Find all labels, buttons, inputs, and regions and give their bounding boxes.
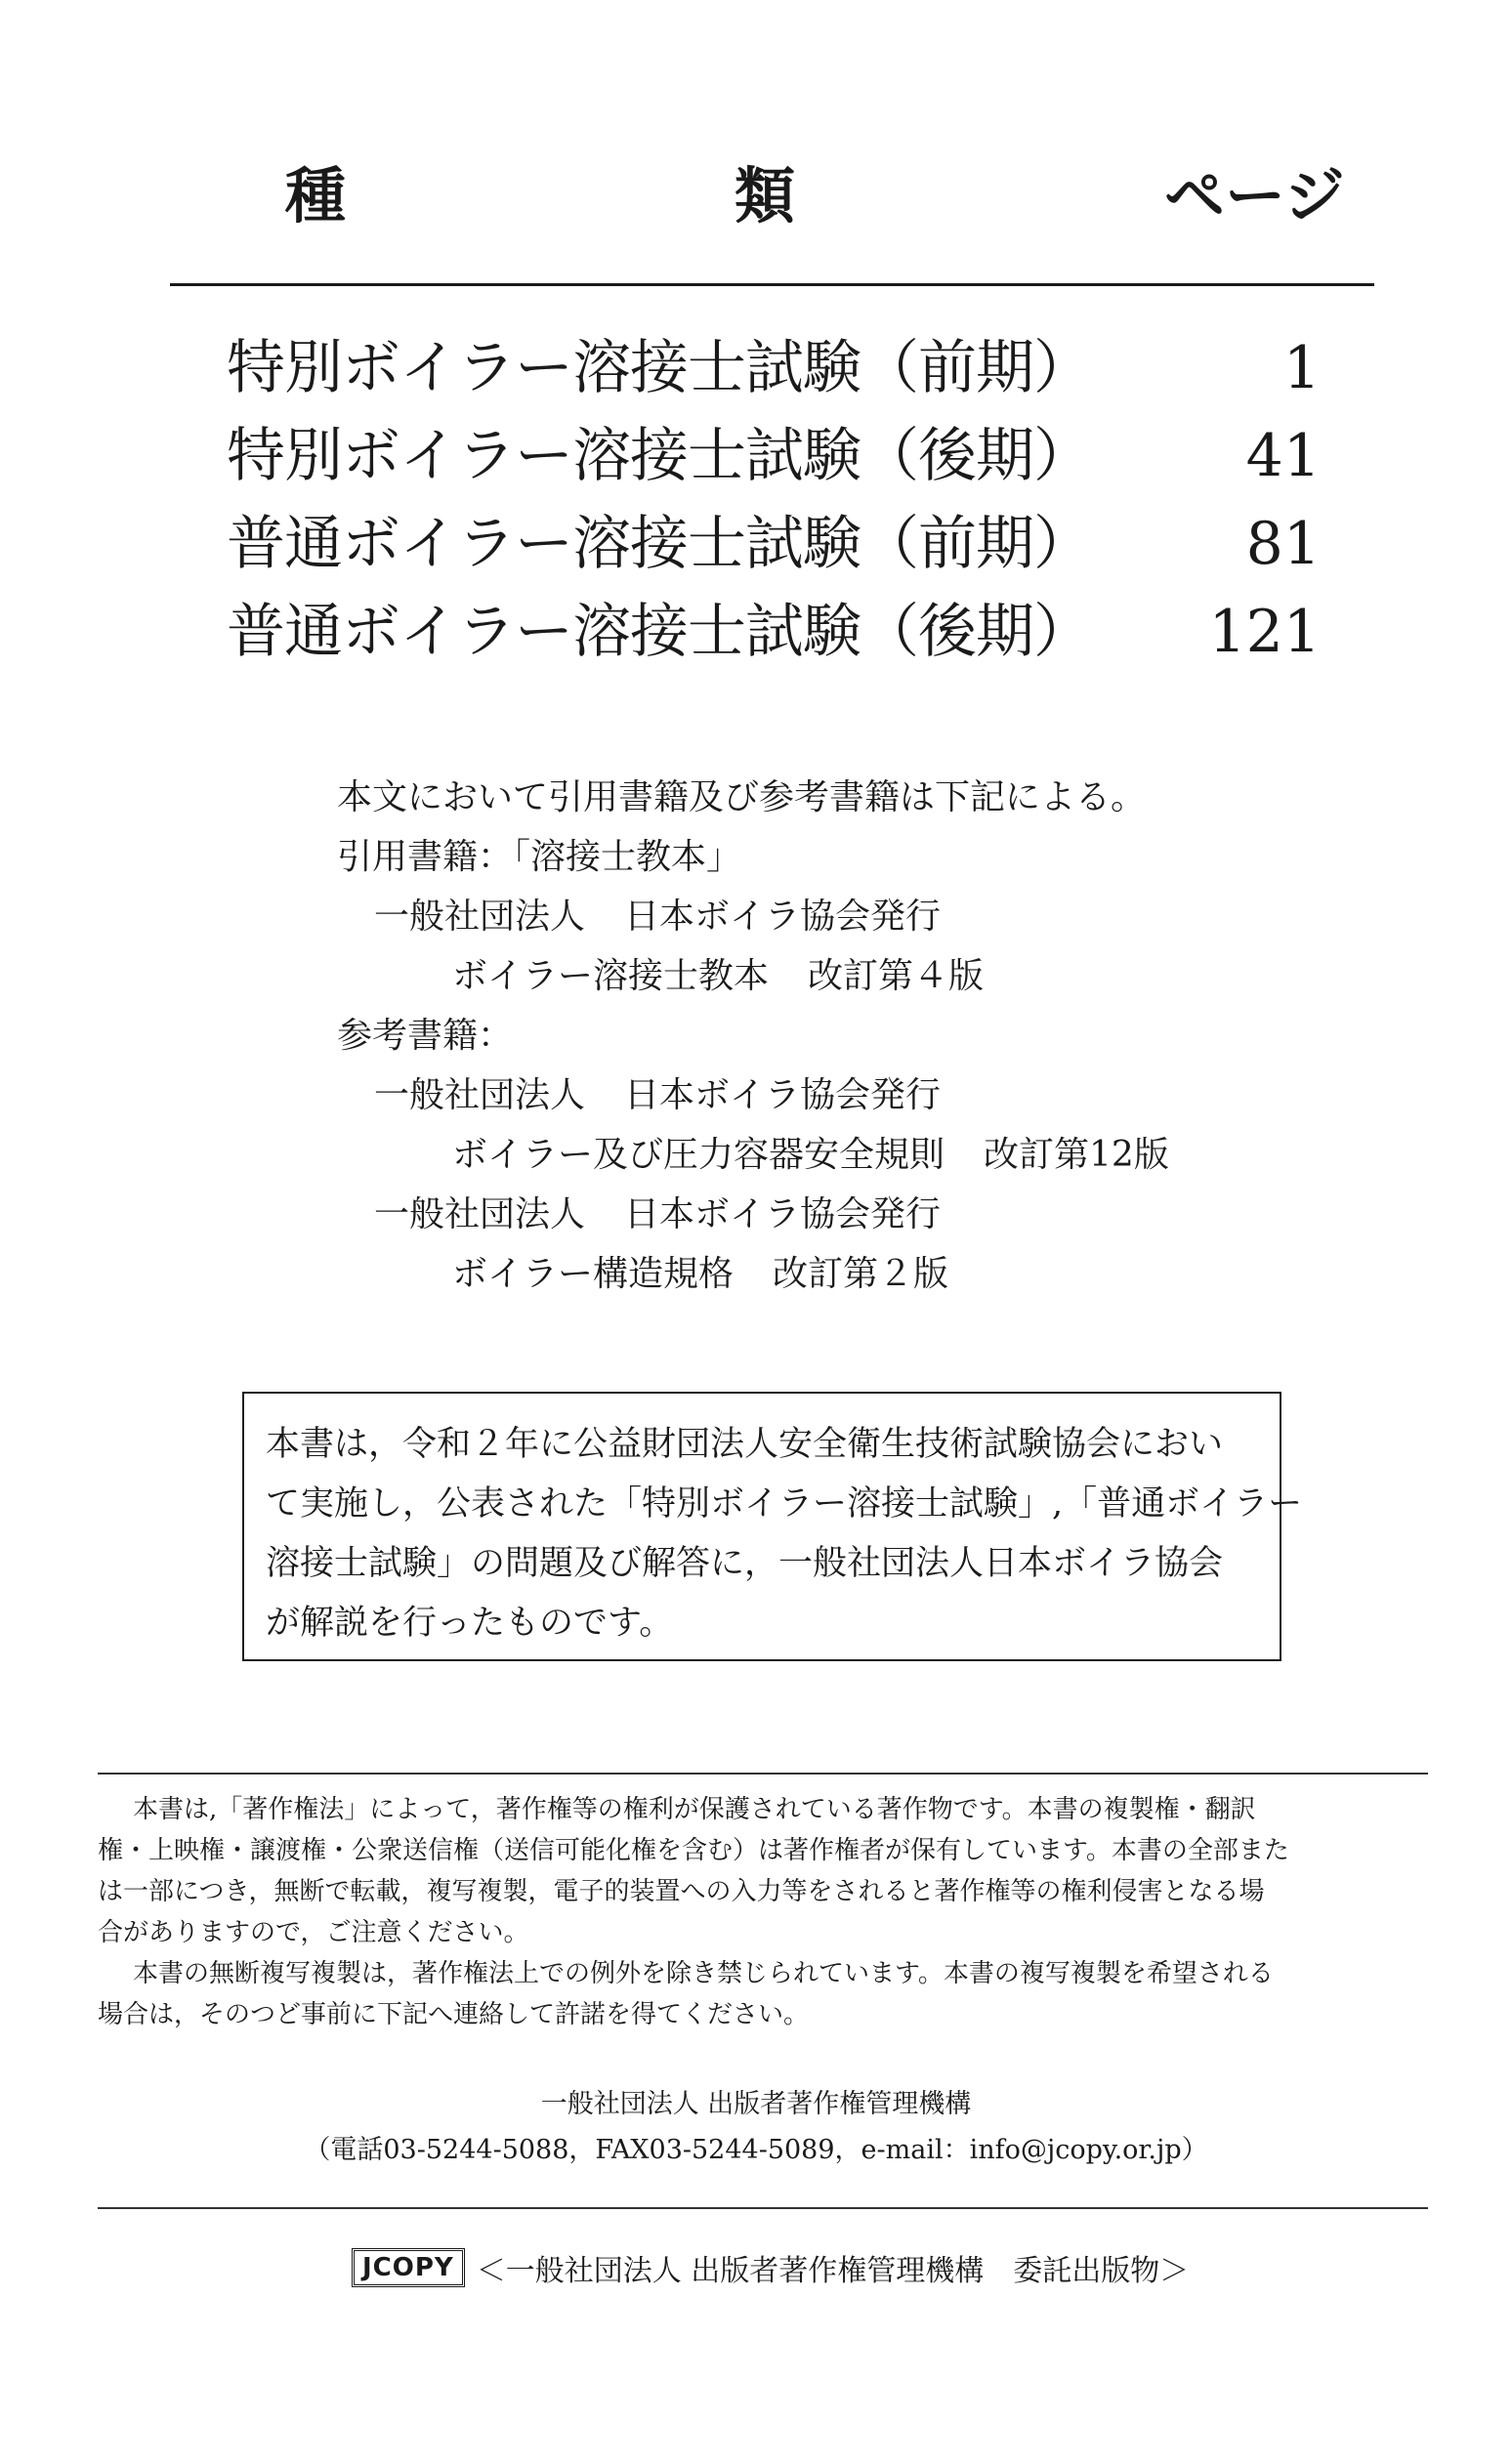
- toc-title: 普通ボイラー溶接士試験（後期）: [227, 598, 1091, 666]
- copyright-notice: [98, 1789, 1428, 2035]
- header-page-label: ページ: [1164, 160, 1345, 231]
- header-divider: [170, 283, 1374, 286]
- jcopy-logo: JCOPY: [352, 2248, 465, 2287]
- reference-book-line: [337, 1244, 1169, 1304]
- cited-book-line: [337, 946, 1169, 1006]
- toc-title: 特別ボイラー溶接士試験（後期）: [227, 422, 1091, 490]
- contact-org: 一般社団法人 出版者著作権管理機構: [540, 2089, 972, 2119]
- references-intro: 本文において引用書籍及び参考書籍は下記による。: [337, 777, 1147, 817]
- note-line: て実施し，公表された「特別ボイラー溶接士試験」,「普通ボイラー: [266, 1484, 1303, 1524]
- copyright-top-rule: [98, 1773, 1428, 1775]
- copyright-line: 本書の無断複写複製は，著作権法上での例外を除き禁じられています。本書の複写複製を希望される: [133, 1959, 1274, 1988]
- book-title: ボイラー構造規格: [452, 1254, 735, 1294]
- toc-row: [227, 591, 1321, 673]
- publisher-type: 一般社団法人: [374, 1075, 586, 1115]
- note-line: 溶接士試験」の問題及び解答に，一般社団法人日本ボイラ協会: [266, 1544, 1224, 1583]
- publisher-name: 日本ボイラ協会発行: [624, 1194, 942, 1234]
- publisher-type: 一般社団法人: [374, 897, 586, 937]
- book-title: ボイラー及び圧力容器安全規則: [452, 1135, 945, 1175]
- reference-publisher-line: [337, 1185, 1169, 1244]
- book-edition: 改訂第４版: [808, 956, 985, 996]
- toc-row: [227, 415, 1321, 497]
- toc-page-number: 121: [1208, 598, 1321, 666]
- header-kind-char-2: 類: [735, 160, 796, 231]
- toc-page-number: 41: [1245, 422, 1321, 490]
- note-line: 本書は，令和２年に公益財団法人安全衛生技術試験協会におい: [266, 1425, 1224, 1464]
- publisher-name: 日本ボイラ協会発行: [624, 1075, 942, 1115]
- references-section: [337, 768, 1169, 1304]
- book-edition: 改訂第12版: [984, 1135, 1169, 1175]
- contact-details: （電話03-5244-5088，FAX03-5244-5089，e-mail：info@jcopy.or.jp）: [304, 2135, 1208, 2165]
- toc-page-number: 81: [1245, 510, 1321, 578]
- publisher-name: 日本ボイラ協会発行: [624, 897, 942, 937]
- toc-row: [227, 503, 1321, 585]
- publisher-type: 一般社団法人: [374, 1194, 586, 1234]
- book-title: ボイラー溶接士教本: [452, 956, 770, 996]
- note-line: が解説を行ったものです。: [266, 1604, 674, 1643]
- cited-books-label: 引用書籍：「溶接士教本」: [337, 837, 742, 877]
- publication-note-box: [242, 1392, 1303, 1661]
- cited-publisher-line: [337, 887, 1169, 946]
- toc-row: [227, 327, 1321, 409]
- reference-books-label: 参考書籍：: [337, 1016, 514, 1056]
- copyright-bottom-rule: [98, 2207, 1428, 2209]
- jcopy-text: ＜一般社団法人 出版者著作権管理機構 委託出版物＞: [476, 2254, 1190, 2288]
- toc-title: 普通ボイラー溶接士試験（前期）: [227, 510, 1091, 578]
- copyright-line: 権・上映権・譲渡権・公衆送信権（送信可能化権を含む）は著作権者が保有しています。本書の全部また: [98, 1836, 1289, 1865]
- reference-book-line: [337, 1125, 1169, 1185]
- book-edition: 改訂第２版: [773, 1254, 949, 1294]
- copyright-line: 場合は，そのつど事前に下記へ連絡して許諾を得てください。: [98, 2000, 810, 2029]
- jcopy-line: [352, 2243, 1189, 2292]
- toc-page-number: 1: [1282, 334, 1321, 402]
- reference-publisher-line: [337, 1065, 1169, 1125]
- header-kind-char-1: 種: [285, 160, 347, 231]
- copyright-line: 合がありますので，ご注意ください。: [98, 1918, 529, 1947]
- toc-title: 特別ボイラー溶接士試験（前期）: [227, 334, 1091, 402]
- copyright-line: は一部につき，無断で転載，複写複製，電子的装置への入力等をされると著作権等の権利侵害となる場: [98, 1877, 1265, 1906]
- copyright-line: 本書は,「著作権法」によって，著作権等の権利が保護されている著作物です。本書の複製権・翻訳: [133, 1795, 1256, 1824]
